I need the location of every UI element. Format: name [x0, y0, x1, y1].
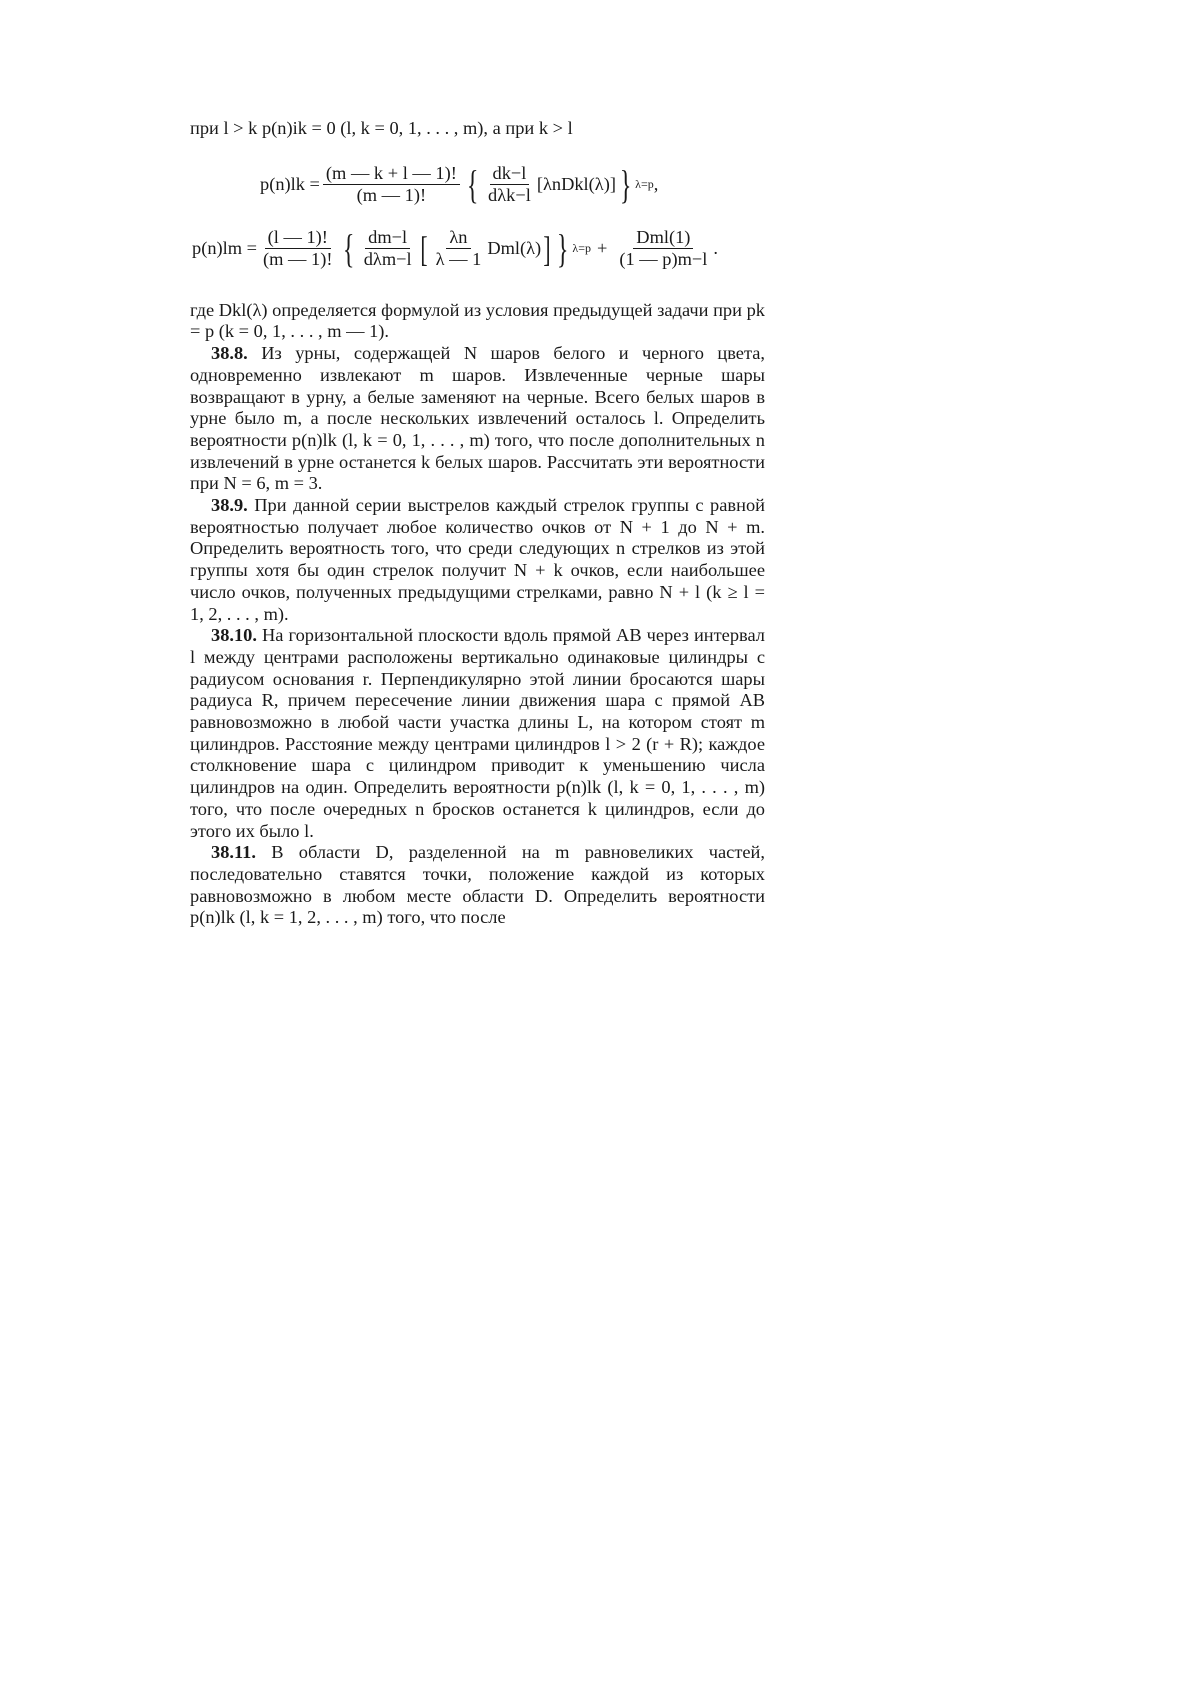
left-bracket: [: [420, 228, 428, 269]
eval-point: λ=p: [635, 176, 654, 191]
problem-38-9: [190, 495, 765, 625]
problem-number: 38.10.: [211, 625, 257, 646]
formula-p-lm: p(n)lm = $\frac{(l — 1)!}{(m — 1)!}$ { $\frac{dm-l}{\text{dλm−l}}$ [ $\frac{\lambda n}{\lambda — 1}$ Dml(λ) ] } λ=p + $\frac{\text{Dml(1)}}{(1 — p)m-l}$ .: [192, 225, 718, 271]
formula-lhs: p(n)lk =: [260, 173, 320, 194]
intro-line: при l > k p(n)ik = 0 (l, k = 0, 1, . . . , m), а при k > l: [190, 118, 573, 138]
formula-body: [λnDkl(λ)]: [536, 173, 616, 194]
left-brace: {: [342, 225, 354, 271]
where-clause: где Dkl(λ) определяется формулой из условия предыдущей задачи при pk = p (k = 0, 1, . . . , m — 1).: [190, 299, 765, 342]
factorial-fraction: $\frac{(m — k + l — 1)!}{(m — 1)!}$: [323, 164, 460, 205]
derivative-fraction: $\frac{dk-l}{\text{dλk−l}}$: [488, 163, 531, 206]
derivative-fraction: $\frac{dm-l}{\text{dλm−l}}$: [363, 227, 412, 270]
problem-38-10: [190, 625, 765, 842]
eval-point: λ=p: [572, 240, 591, 255]
formula-p-lk: p(n)lk = $\frac{(m — k + l — 1)!}{(m — 1)!}$ { $\frac{dk-l}{\text{dλk−l}}$ [λnDkl(λ)] } λ=p ,: [260, 161, 659, 207]
problem-38-8: [190, 343, 765, 495]
right-brace: }: [619, 161, 632, 207]
lambda-fraction: $\frac{\lambda n}{\lambda — 1}$: [435, 227, 482, 270]
problem-number: 38.11.: [211, 842, 256, 863]
formula-lhs: p(n)lm =: [192, 237, 258, 258]
problem-text: При данной серии выстрелов каждый стрелок группы с равной вероятностью получает любое количество очков от N + 1 до N + m. Определить вероятность того, что среди следующих n стрелков из этой группы хотя бы один стрелок получит N + k очков, если наибольшее число очков, полученных предыдущими стрелками, равно N + l (k ≥ l = 1, 2, . . . , m).: [190, 495, 765, 624]
problem-number: 38.8.: [211, 343, 248, 364]
right-bracket: ]: [543, 228, 551, 269]
problem-text: В области D, разделенной на m равновеликих частей, последовательно ставятся точки, положение каждой из которых равновозможно в любом месте области D. Определить вероятности p(n)lk (l, k = 1, 2, . . . , m) того, что после: [190, 842, 765, 928]
problem-text: Из урны, содержащей N шаров белого и черного цвета, одновременно извлекают m шаров. Извлеченные черные шары возвращают в урну, а белые заменяют на черные. Всего белых шаров в урне было m, а после нескольких извлечений осталось l. Определить вероятности p(n)lk (l, k = 0, 1, . . . , m) того, что после дополнительных n извлечений в урне останется k белых шаров. Рассчитать эти вероятности при N = 6, m = 3.: [190, 343, 765, 494]
problem-number: 38.9.: [211, 495, 248, 516]
problem-38-11: [190, 842, 765, 929]
formula-inner-tail: Dml(λ): [487, 237, 542, 258]
right-brace: }: [557, 225, 569, 271]
document-page: [190, 118, 765, 929]
problem-text: На горизонтальной плоскости вдоль прямой AB через интервал l между центрами расположены вертикально одинаковые цилиндры с радиусом основания r. Перпендикулярно этой линии бросаются шары радиуса R, причем пересечение линии движения шара с прямой AB равновозможно в любой части участка длины L, на котором стоят m цилиндров. Расстояние между центрами цилиндров l > 2 (r + R); каждое столкновение шара с цилиндром приводит к уменьшению числа цилиндров на один. Определить вероятности p(n)lk (l, k = 0, 1, . . . , m) того, что после очередных n бросков останется k цилиндров, если до этого их было l.: [190, 625, 765, 841]
second-fraction: $\frac{\text{Dml(1)}}{(1 — p)m-l}$: [619, 227, 708, 270]
left-brace: {: [466, 161, 479, 207]
factorial-fraction: $\frac{(l — 1)!}{(m — 1)!}$: [263, 227, 333, 270]
